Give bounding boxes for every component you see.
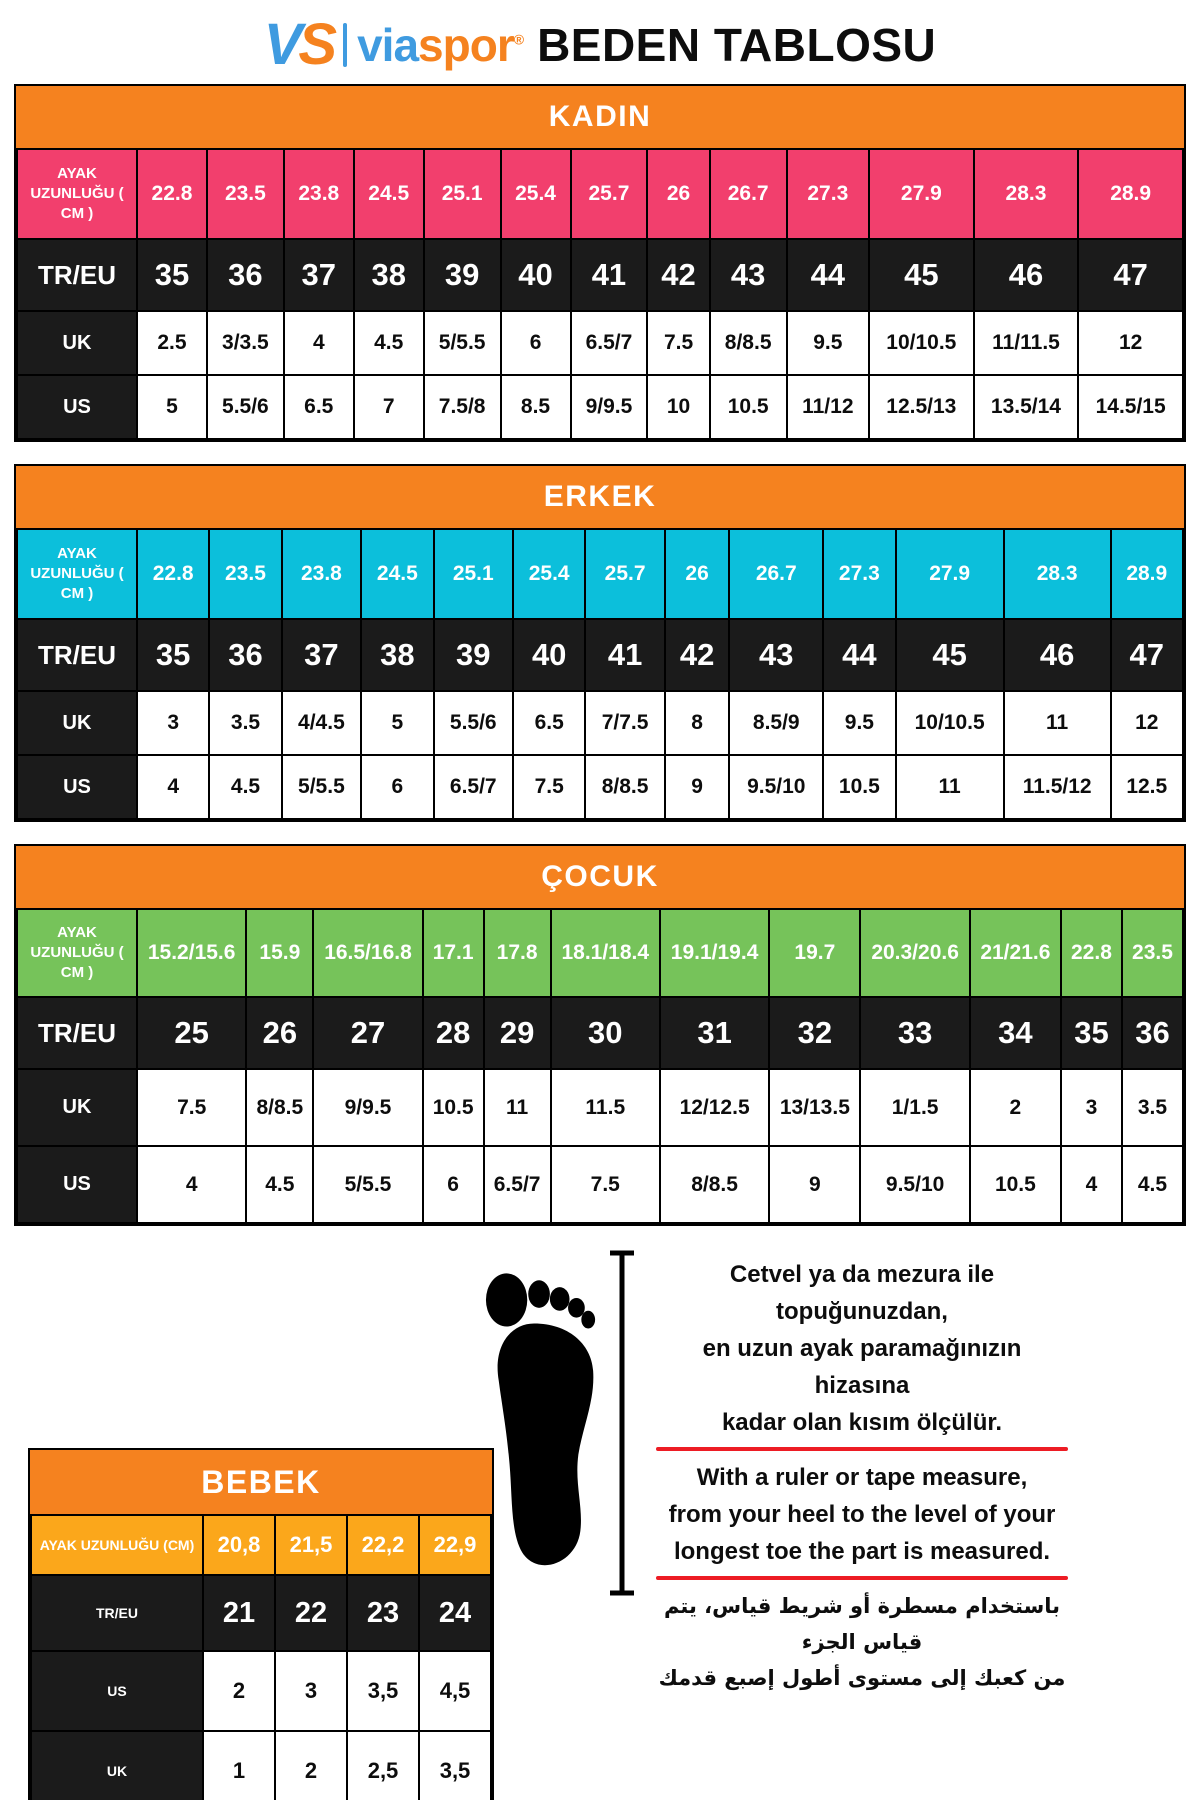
bottom-section (28, 1248, 1172, 1800)
row-label: TR/EU (17, 997, 137, 1069)
size-cell: 40 (501, 239, 571, 311)
size-cell: 4.5 (354, 311, 424, 375)
row-label: AYAK UZUNLUĞU ( CM ) (17, 529, 137, 619)
size-cell: 6.5/7 (484, 1146, 551, 1223)
size-cell: 2 (275, 1731, 347, 1800)
size-cell: 15.9 (246, 909, 313, 997)
size-cell: 26.7 (729, 529, 823, 619)
size-cell: 22.8 (137, 529, 209, 619)
size-cell: 9 (665, 755, 729, 819)
size-cell: 7/7.5 (585, 691, 665, 755)
instructions-english (656, 1459, 1068, 1570)
size-cell: 22,2 (347, 1515, 419, 1575)
size-cell: 38 (361, 619, 433, 691)
viaspor-logo (263, 12, 524, 77)
size-cell: 12 (1111, 691, 1183, 755)
table-row (17, 375, 1183, 439)
size-cell: 3 (275, 1651, 347, 1731)
size-cell: 9/9.5 (313, 1069, 422, 1146)
size-grid-cocuk (16, 908, 1184, 1224)
size-cell: 16.5/16.8 (313, 909, 422, 997)
size-cell: 13.5/14 (974, 375, 1079, 439)
size-cell: 7.5 (513, 755, 585, 819)
row-label: UK (17, 311, 137, 375)
instruction-line: من كعبك إلى مستوى أطول إصبع قدمك (658, 1666, 1066, 1690)
size-cell: 25.1 (424, 149, 501, 239)
size-cell: 10/10.5 (869, 311, 974, 375)
size-cell: 22,9 (419, 1515, 491, 1575)
size-cell: 9.5/10 (860, 1146, 969, 1223)
table-row (31, 1515, 491, 1575)
size-cell: 39 (424, 239, 501, 311)
table-kadin (14, 84, 1186, 442)
table-row (17, 1069, 1183, 1146)
size-cell: 8.5/9 (729, 691, 823, 755)
size-cell: 9/9.5 (571, 375, 648, 439)
size-cell: 41 (571, 239, 648, 311)
table-title-kadin: KADIN (16, 86, 1184, 148)
size-cell: 11.5/12 (1004, 755, 1111, 819)
size-cell: 4.5 (1122, 1146, 1183, 1223)
table-cocuk (14, 844, 1186, 1226)
size-cell: 38 (354, 239, 424, 311)
table-row (17, 529, 1183, 619)
size-cell: 10.5 (970, 1146, 1061, 1223)
red-divider (656, 1576, 1068, 1580)
row-label: UK (17, 1069, 137, 1146)
size-cell: 23.8 (282, 529, 362, 619)
page-title: BEDEN TABLOSU (537, 19, 937, 71)
size-cell: 11 (896, 755, 1004, 819)
size-cell: 20.3/20.6 (860, 909, 969, 997)
size-cell: 4.5 (246, 1146, 313, 1223)
size-cell: 8/8.5 (246, 1069, 313, 1146)
size-cell: 43 (729, 619, 823, 691)
instruction-line: Cetvel ya da mezura ile topuğunuzdan, (729, 1261, 995, 1325)
size-cell: 5.5/6 (207, 375, 284, 439)
row-label: AYAK UZUNLUĞU ( CM ) (17, 149, 137, 239)
size-cell: 24 (419, 1575, 491, 1651)
size-cell: 20,8 (203, 1515, 275, 1575)
size-cell: 32 (769, 997, 860, 1069)
size-cell: 7.5 (647, 311, 709, 375)
size-cell: 28.3 (1004, 529, 1111, 619)
size-cell: 10.5 (710, 375, 787, 439)
size-cell: 4 (137, 755, 209, 819)
size-cell: 6 (423, 1146, 484, 1223)
row-label: TR/EU (17, 239, 137, 311)
row-label: US (31, 1651, 203, 1731)
row-label: AYAK UZUNLUĞU (CM) (31, 1515, 203, 1575)
size-cell: 27.9 (869, 149, 974, 239)
size-cell: 7 (354, 375, 424, 439)
size-cell: 27.3 (823, 529, 895, 619)
size-cell: 26 (665, 529, 729, 619)
size-cell: 3.5 (209, 691, 281, 755)
logo-divider (343, 23, 347, 67)
size-cell: 27.9 (896, 529, 1004, 619)
size-cell: 8 (665, 691, 729, 755)
table-row (17, 1146, 1183, 1223)
size-cell: 39 (434, 619, 514, 691)
table-row (17, 755, 1183, 819)
size-cell: 5 (137, 375, 207, 439)
size-cell: 8/8.5 (660, 1146, 769, 1223)
size-cell: 2 (970, 1069, 1061, 1146)
size-cell: 11 (1004, 691, 1111, 755)
size-cell: 6 (361, 755, 433, 819)
size-cell: 4,5 (419, 1651, 491, 1731)
size-cell: 28.3 (974, 149, 1079, 239)
table-row (31, 1651, 491, 1731)
size-cell: 35 (137, 239, 207, 311)
size-cell: 30 (551, 997, 660, 1069)
size-cell: 3.5 (1122, 1069, 1183, 1146)
size-cell: 41 (585, 619, 665, 691)
size-cell: 23.5 (1122, 909, 1183, 997)
size-cell: 11 (484, 1069, 551, 1146)
size-cell: 18.1/18.4 (551, 909, 660, 997)
red-divider (656, 1447, 1068, 1451)
size-cell: 31 (660, 997, 769, 1069)
size-cell: 24.5 (361, 529, 433, 619)
row-label: UK (31, 1731, 203, 1800)
size-cell: 24.5 (354, 149, 424, 239)
size-cell: 11/12 (787, 375, 869, 439)
size-cell: 6 (501, 311, 571, 375)
table-row (17, 619, 1183, 691)
size-cell: 4/4.5 (282, 691, 362, 755)
table-row (17, 691, 1183, 755)
measurement-instructions (656, 1256, 1068, 1696)
size-cell: 12.5/13 (869, 375, 974, 439)
size-cell: 10/10.5 (896, 691, 1004, 755)
size-cell: 11/11.5 (974, 311, 1079, 375)
size-cell: 23.8 (284, 149, 354, 239)
size-cell: 2 (203, 1651, 275, 1731)
size-cell: 45 (896, 619, 1004, 691)
size-cell: 36 (1122, 997, 1183, 1069)
row-label: TR/EU (31, 1575, 203, 1651)
table-title-erkek: ERKEK (16, 466, 1184, 528)
size-cell: 43 (710, 239, 787, 311)
tables-area (0, 84, 1200, 1800)
size-cell: 9 (769, 1146, 860, 1223)
size-cell: 17.8 (484, 909, 551, 997)
size-cell: 10.5 (423, 1069, 484, 1146)
size-cell: 4.5 (209, 755, 281, 819)
size-cell: 22 (275, 1575, 347, 1651)
size-cell: 33 (860, 997, 969, 1069)
size-cell: 36 (209, 619, 281, 691)
size-cell: 15.2/15.6 (137, 909, 246, 997)
size-cell: 4 (284, 311, 354, 375)
size-cell: 9.5 (787, 311, 869, 375)
instructions-turkish (656, 1256, 1068, 1441)
row-label: US (17, 1146, 137, 1223)
size-cell: 25 (137, 997, 246, 1069)
size-cell: 22.8 (137, 149, 207, 239)
size-cell: 36 (207, 239, 284, 311)
size-grid-bebek (30, 1514, 492, 1800)
size-cell: 7.5/8 (424, 375, 501, 439)
instruction-line: longest toe the part is measured. (673, 1538, 1051, 1565)
size-cell: 46 (1004, 619, 1111, 691)
size-cell: 4 (1061, 1146, 1122, 1223)
size-cell: 27.3 (787, 149, 869, 239)
size-cell: 25.7 (571, 149, 648, 239)
instruction-line: باستخدام مسطرة أو شريط قياس، يتم قياس الجزء (663, 1594, 1061, 1654)
size-cell: 7.5 (137, 1069, 246, 1146)
table-title-cocuk: ÇOCUK (16, 846, 1184, 908)
size-cell: 6.5/7 (434, 755, 514, 819)
size-cell: 3 (137, 691, 209, 755)
size-cell: 23.5 (209, 529, 281, 619)
size-cell: 35 (1061, 997, 1122, 1069)
table-row (17, 239, 1183, 311)
size-cell: 7.5 (551, 1146, 660, 1223)
size-cell: 9.5 (823, 691, 895, 755)
size-cell: 3,5 (347, 1651, 419, 1731)
size-cell: 29 (484, 997, 551, 1069)
size-cell: 10 (647, 375, 709, 439)
vs-monogram-icon: VS (263, 12, 334, 77)
table-row (17, 311, 1183, 375)
size-cell: 5 (361, 691, 433, 755)
row-label: US (17, 755, 137, 819)
size-cell: 21 (203, 1575, 275, 1651)
size-cell: 1 (203, 1731, 275, 1800)
size-cell: 26.7 (710, 149, 787, 239)
registered-trademark-icon: ® (513, 31, 524, 48)
size-cell: 6.5 (284, 375, 354, 439)
size-cell: 25.7 (585, 529, 665, 619)
row-label: UK (17, 691, 137, 755)
size-cell: 6.5 (513, 691, 585, 755)
table-title-bebek: BEBEK (30, 1450, 492, 1514)
instruction-line: en uzun ayak paramağınızın hizasına (702, 1335, 1022, 1399)
size-grid-erkek (16, 528, 1184, 820)
size-cell: 22.8 (1061, 909, 1122, 997)
size-cell: 17.1 (423, 909, 484, 997)
size-cell: 28 (423, 997, 484, 1069)
size-cell: 21/21.6 (970, 909, 1061, 997)
instruction-line: With a ruler or tape measure, (696, 1464, 1028, 1491)
size-cell: 28.9 (1078, 149, 1183, 239)
row-label: US (17, 375, 137, 439)
size-cell: 1/1.5 (860, 1069, 969, 1146)
instructions-arabic (656, 1588, 1068, 1696)
table-erkek (14, 464, 1186, 822)
size-cell: 47 (1111, 619, 1183, 691)
size-cell: 5.5/6 (434, 691, 514, 755)
table-row (17, 909, 1183, 997)
table-bebek (28, 1448, 494, 1800)
size-cell: 42 (665, 619, 729, 691)
size-cell: 8/8.5 (585, 755, 665, 819)
size-cell: 14.5/15 (1078, 375, 1183, 439)
size-cell: 8/8.5 (710, 311, 787, 375)
size-cell: 9.5/10 (729, 755, 823, 819)
size-cell: 47 (1078, 239, 1183, 311)
instruction-line: from your heel to the level of your (668, 1501, 1056, 1528)
page-header (0, 0, 1200, 84)
size-cell: 19.7 (769, 909, 860, 997)
size-cell: 26 (246, 997, 313, 1069)
size-cell: 2.5 (137, 311, 207, 375)
size-cell: 25.4 (501, 149, 571, 239)
table-row (31, 1731, 491, 1800)
size-cell: 44 (787, 239, 869, 311)
instruction-line: kadar olan kısım ölçülür. (721, 1409, 1003, 1436)
size-cell: 6.5/7 (571, 311, 648, 375)
row-label: TR/EU (17, 619, 137, 691)
table-row (17, 149, 1183, 239)
size-cell: 11.5 (551, 1069, 660, 1146)
size-cell: 27 (313, 997, 422, 1069)
row-label: AYAK UZUNLUĞU ( CM ) (17, 909, 137, 997)
size-cell: 21,5 (275, 1515, 347, 1575)
size-cell: 5/5.5 (282, 755, 362, 819)
size-cell: 23 (347, 1575, 419, 1651)
size-cell: 45 (869, 239, 974, 311)
brand-wordmark: viaspor® (357, 19, 524, 71)
size-cell: 12.5 (1111, 755, 1183, 819)
size-cell: 44 (823, 619, 895, 691)
measure-ruler-icon (606, 1248, 638, 1603)
size-cell: 4 (137, 1146, 246, 1223)
size-cell: 37 (282, 619, 362, 691)
size-cell: 34 (970, 997, 1061, 1069)
table-row (31, 1575, 491, 1651)
size-cell: 12 (1078, 311, 1183, 375)
table-row (17, 997, 1183, 1069)
size-cell: 8.5 (501, 375, 571, 439)
size-cell: 28.9 (1111, 529, 1183, 619)
size-cell: 5/5.5 (424, 311, 501, 375)
size-cell: 3 (1061, 1069, 1122, 1146)
size-cell: 40 (513, 619, 585, 691)
size-cell: 46 (974, 239, 1079, 311)
size-cell: 3,5 (419, 1731, 491, 1800)
size-cell: 10.5 (823, 755, 895, 819)
size-cell: 2,5 (347, 1731, 419, 1800)
size-cell: 37 (284, 239, 354, 311)
size-cell: 12/12.5 (660, 1069, 769, 1146)
size-cell: 42 (647, 239, 709, 311)
size-cell: 3/3.5 (207, 311, 284, 375)
size-cell: 25.1 (434, 529, 514, 619)
size-cell: 5/5.5 (313, 1146, 422, 1223)
size-grid-kadin (16, 148, 1184, 440)
size-cell: 19.1/19.4 (660, 909, 769, 997)
size-cell: 23.5 (207, 149, 284, 239)
size-cell: 25.4 (513, 529, 585, 619)
foot-silhouette-icon (483, 1252, 601, 1583)
size-cell: 26 (647, 149, 709, 239)
size-cell: 35 (137, 619, 209, 691)
size-cell: 13/13.5 (769, 1069, 860, 1146)
